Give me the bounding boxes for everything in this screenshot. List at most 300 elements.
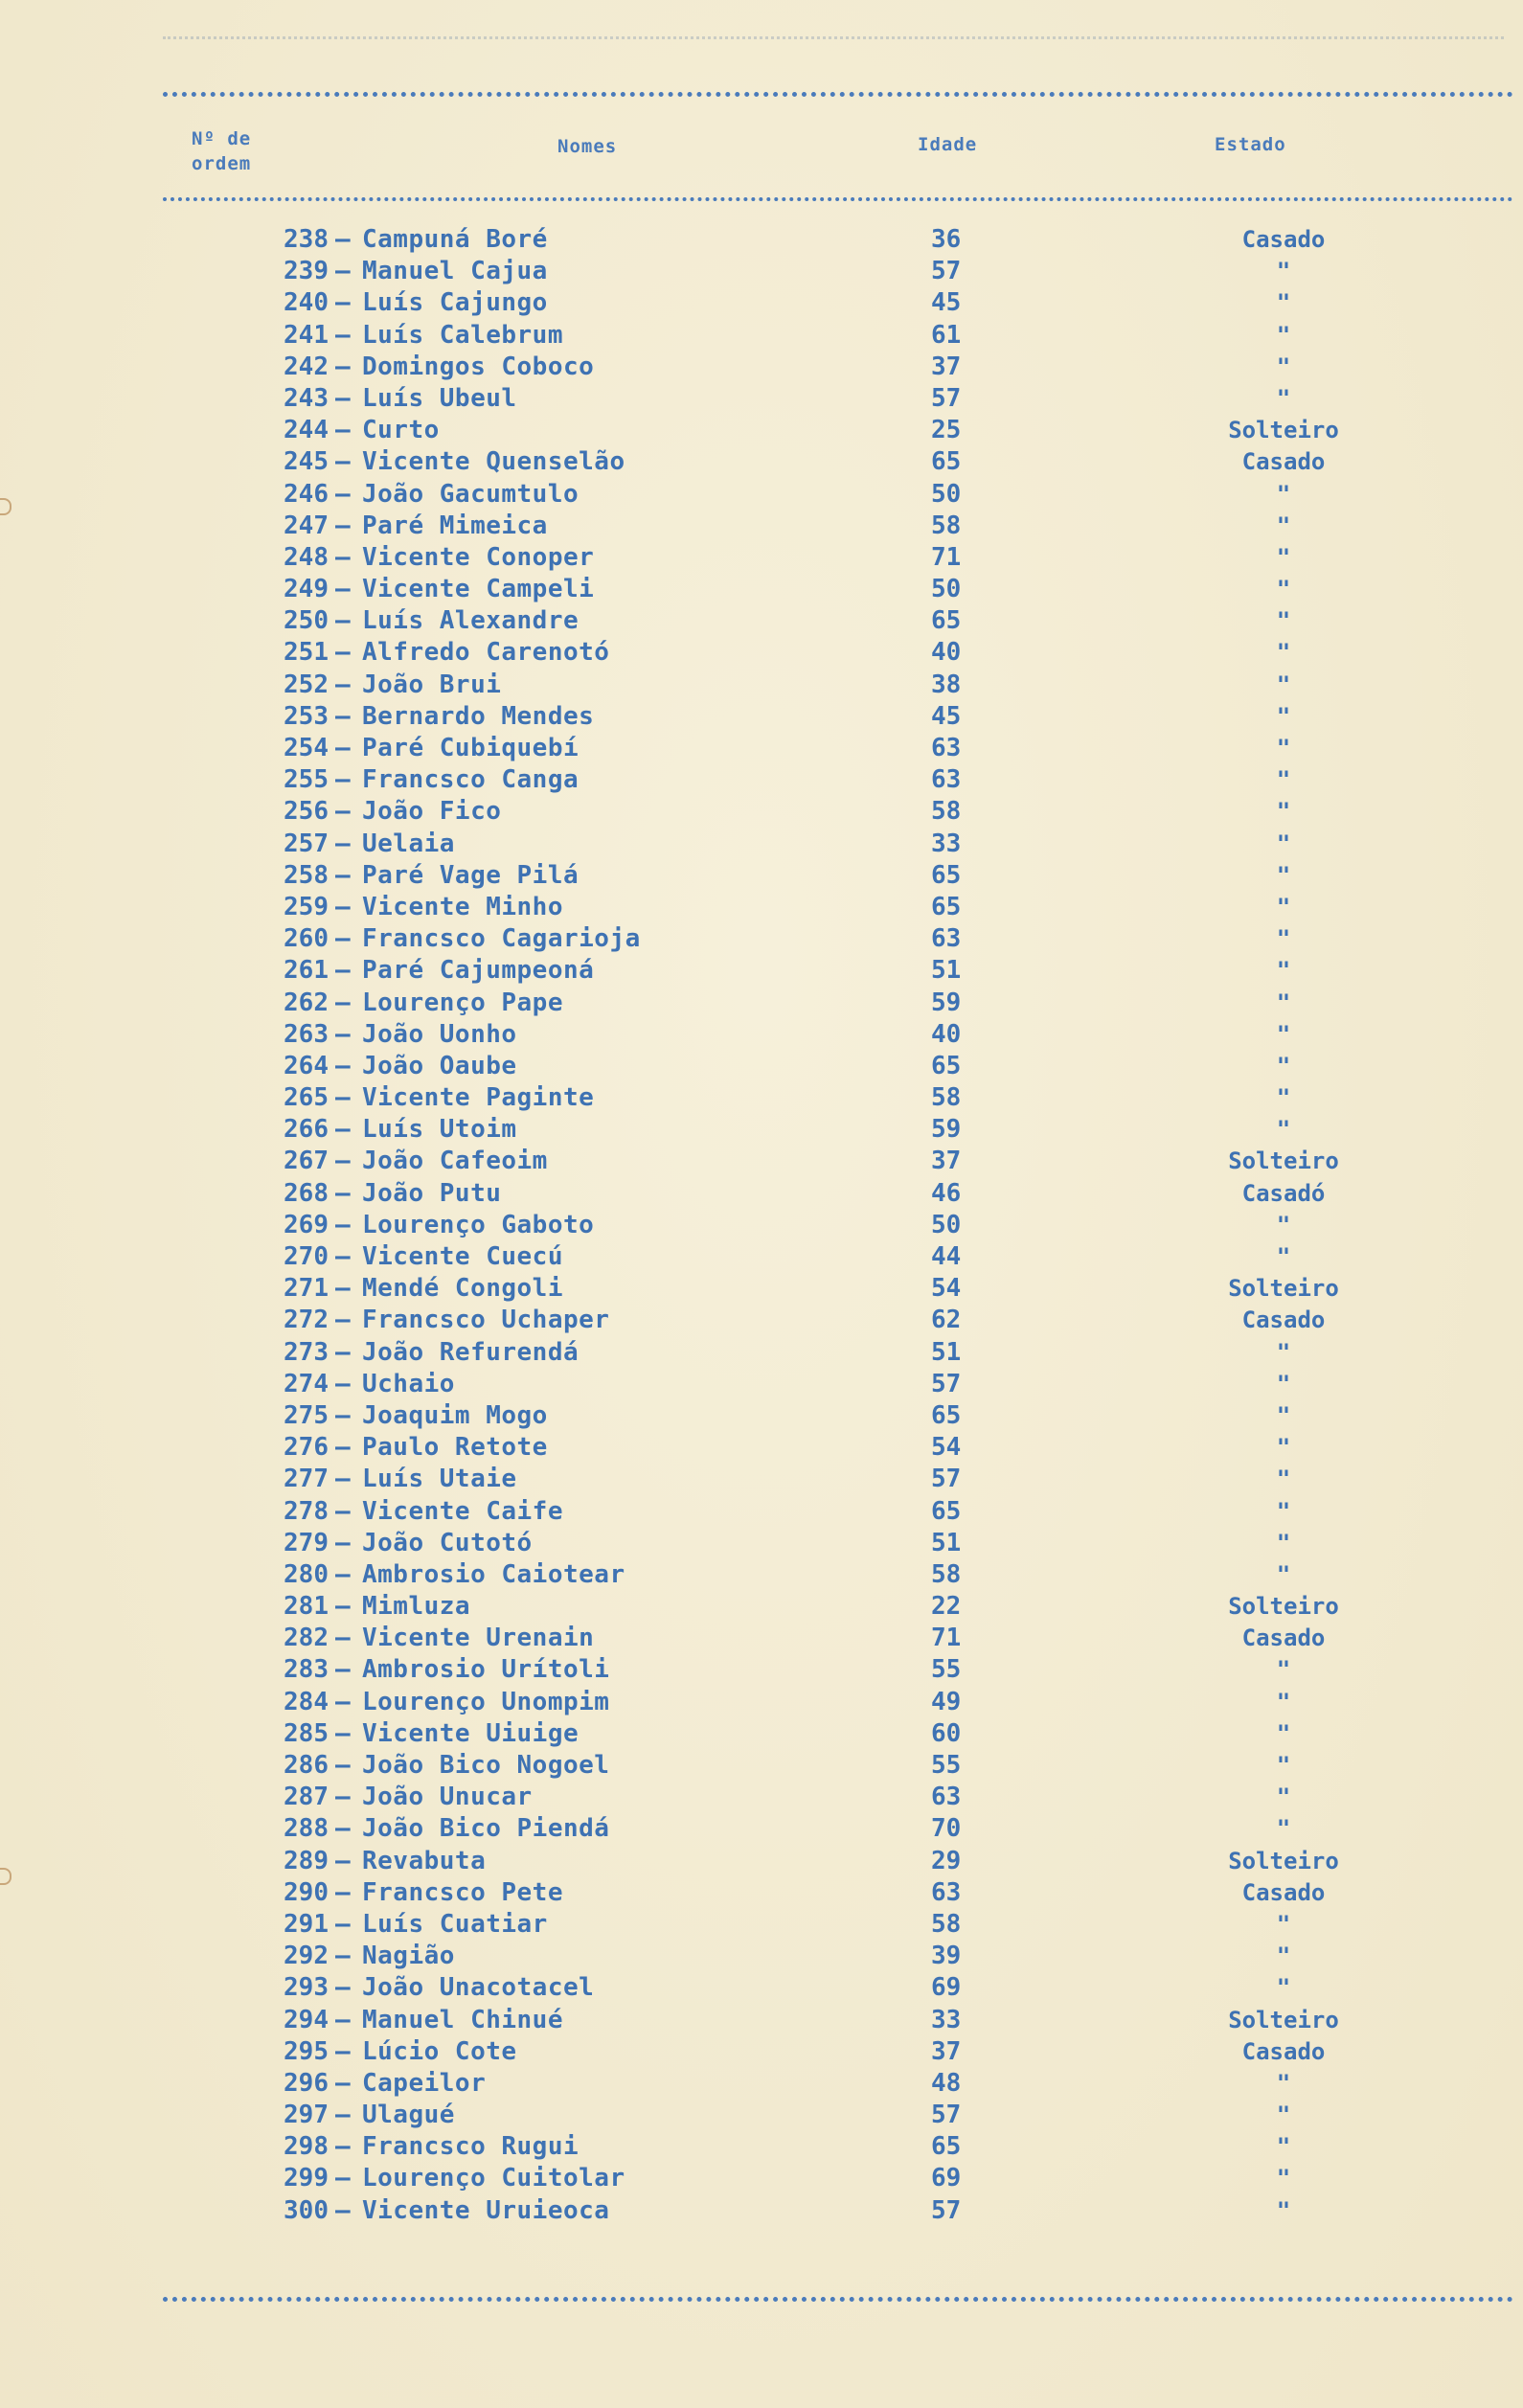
row-number: 271 — [284, 1274, 329, 1304]
row-state: " — [1276, 1910, 1291, 1938]
row-state: " — [1276, 1752, 1291, 1779]
row-dash: – — [335, 1592, 351, 1622]
table-row — [0, 2131, 1523, 2163]
row-age: 58 — [931, 797, 962, 827]
row-name: João Unacotacel — [362, 1973, 595, 2003]
row-number: 294 — [284, 2005, 329, 2034]
row-dash: – — [335, 1147, 351, 1176]
table-row — [0, 574, 1523, 605]
row-dash: – — [335, 2164, 351, 2193]
row-age: 63 — [931, 1783, 962, 1812]
row-dash: – — [335, 734, 351, 762]
row-age: 54 — [931, 1433, 962, 1463]
table-row — [0, 1082, 1523, 1114]
row-age: 51 — [931, 956, 962, 986]
row-dash: – — [335, 860, 351, 890]
row-name: João Oaube — [362, 1051, 517, 1080]
table-row — [0, 2195, 1523, 2227]
row-name: Mimluza — [362, 1592, 471, 1622]
table-row — [0, 1941, 1523, 1972]
row-name: Joaquim Mogo — [362, 1400, 548, 1430]
table-row — [0, 352, 1523, 383]
row-name: João Gacumtulo — [362, 479, 580, 509]
row-age: 57 — [931, 1369, 962, 1398]
table-row — [0, 1623, 1523, 1654]
row-name: Paré Vage Pilá — [362, 860, 580, 890]
row-age: 61 — [931, 320, 962, 350]
row-name: Vicente Campeli — [362, 575, 595, 604]
header-ordem-line2: ordem — [192, 153, 252, 174]
row-age: 65 — [931, 1496, 962, 1526]
row-age: 48 — [931, 2068, 962, 2098]
header-top-rule — [163, 92, 1513, 97]
row-state: " — [1276, 1243, 1291, 1270]
row-name: Uchaio — [362, 1369, 455, 1398]
row-state: " — [1276, 988, 1291, 1016]
row-dash: – — [335, 1528, 351, 1557]
row-dash: – — [335, 1400, 351, 1430]
row-age: 49 — [931, 1687, 962, 1716]
row-state: Solteiro — [1228, 1593, 1339, 1621]
row-age: 55 — [931, 1751, 962, 1780]
row-state: Solteiro — [1228, 1847, 1339, 1874]
table-row — [0, 446, 1523, 478]
row-number: 291 — [284, 1909, 329, 1939]
row-name: Lourenço Unompim — [362, 1687, 610, 1716]
row-age: 63 — [931, 1877, 962, 1907]
row-age: 55 — [931, 1655, 962, 1685]
header-bottom-rule — [163, 197, 1513, 201]
table-row — [0, 701, 1523, 733]
row-state: Casado — [1241, 226, 1326, 253]
table-row — [0, 511, 1523, 542]
row-name: Francsco Cagarioja — [362, 924, 641, 954]
row-state: " — [1276, 352, 1291, 380]
row-dash: – — [335, 575, 351, 604]
table-row — [0, 542, 1523, 574]
row-number: 287 — [284, 1783, 329, 1812]
row-state: " — [1276, 1815, 1291, 1843]
row-age: 58 — [931, 1559, 962, 1589]
row-state: " — [1276, 1974, 1291, 2002]
row-state: " — [1276, 1560, 1291, 1588]
row-state: " — [1276, 829, 1291, 857]
row-state: Casado — [1241, 1878, 1326, 1906]
table-row — [0, 415, 1523, 446]
row-number: 265 — [284, 1083, 329, 1113]
row-dash: – — [335, 2132, 351, 2162]
row-dash: – — [335, 511, 351, 540]
table-row — [0, 1909, 1523, 1941]
row-age: 29 — [931, 1846, 962, 1875]
table-row — [0, 1210, 1523, 1241]
row-dash: – — [335, 892, 351, 921]
row-name: Revabuta — [362, 1846, 487, 1875]
row-state: " — [1276, 1020, 1291, 1048]
row-number: 238 — [284, 225, 329, 254]
row-dash: – — [335, 447, 351, 477]
table-row — [0, 1305, 1523, 1336]
row-name: Ambrosio Caiotear — [362, 1559, 625, 1589]
row-state: " — [1276, 861, 1291, 889]
row-name: Domingos Coboco — [362, 352, 595, 381]
table-row — [0, 1559, 1523, 1591]
row-age: 57 — [931, 257, 962, 286]
row-age: 63 — [931, 734, 962, 762]
table-row — [0, 383, 1523, 415]
row-dash: – — [335, 352, 351, 381]
row-state: " — [1276, 2196, 1291, 2224]
table-row — [0, 479, 1523, 511]
row-state: " — [1276, 957, 1291, 985]
row-number: 252 — [284, 670, 329, 699]
row-number: 248 — [284, 542, 329, 572]
row-number: 251 — [284, 638, 329, 668]
row-age: 57 — [931, 2195, 962, 2225]
row-state: " — [1276, 2101, 1291, 2129]
row-age: 60 — [931, 1718, 962, 1748]
row-number: 270 — [284, 1242, 329, 1271]
row-state: Casado — [1241, 448, 1326, 476]
row-name: Lourenço Cuitolar — [362, 2164, 625, 2193]
table-row — [0, 796, 1523, 828]
row-name: Lourenço Gaboto — [362, 1210, 595, 1239]
row-name: Vicente Paginte — [362, 1083, 595, 1113]
row-name: Paré Mimeica — [362, 511, 548, 540]
row-number: 249 — [284, 575, 329, 604]
row-dash: – — [335, 1306, 351, 1335]
row-number: 293 — [284, 1973, 329, 2003]
row-name: Francsco Canga — [362, 765, 580, 795]
row-number: 274 — [284, 1369, 329, 1398]
row-state: " — [1276, 670, 1291, 698]
row-dash: – — [335, 829, 351, 858]
table-row — [0, 1813, 1523, 1845]
table-row — [0, 256, 1523, 287]
row-state: " — [1276, 766, 1291, 794]
row-number: 241 — [284, 320, 329, 350]
row-state: Solteiro — [1228, 417, 1339, 444]
row-state: " — [1276, 1084, 1291, 1112]
row-age: 65 — [931, 860, 962, 890]
row-number: 299 — [284, 2164, 329, 2193]
row-name: Luís Alexandre — [362, 606, 580, 636]
row-name: João Cafeoim — [362, 1147, 548, 1176]
row-age: 25 — [931, 416, 962, 445]
table-row — [0, 923, 1523, 955]
row-dash: – — [335, 797, 351, 827]
row-state: " — [1276, 1942, 1291, 1970]
row-name: Francsco Uchaper — [362, 1306, 610, 1335]
row-number: 273 — [284, 1337, 329, 1367]
row-number: 290 — [284, 1877, 329, 1907]
row-state: Casado — [1241, 2037, 1326, 2065]
row-state: " — [1276, 1401, 1291, 1429]
row-age: 63 — [931, 924, 962, 954]
row-state: Casado — [1241, 1624, 1326, 1652]
table-row — [0, 287, 1523, 319]
row-age: 54 — [931, 1274, 962, 1304]
row-name: Luís Utoim — [362, 1115, 517, 1145]
table-row — [0, 224, 1523, 256]
row-age: 65 — [931, 606, 962, 636]
row-number: 298 — [284, 2132, 329, 2162]
table-row — [0, 2036, 1523, 2068]
row-number: 250 — [284, 606, 329, 636]
row-dash: – — [335, 1942, 351, 1971]
row-dash: – — [335, 1783, 351, 1812]
row-dash: – — [335, 1178, 351, 1208]
row-age: 50 — [931, 1210, 962, 1239]
table-row — [0, 1241, 1523, 1273]
table-row — [0, 1718, 1523, 1750]
row-number: 259 — [284, 892, 329, 921]
table-row — [0, 1178, 1523, 1210]
row-number: 253 — [284, 701, 329, 731]
row-age: 38 — [931, 670, 962, 699]
row-name: João Uonho — [362, 1019, 517, 1049]
row-age: 39 — [931, 1942, 962, 1971]
row-dash: – — [335, 1465, 351, 1494]
row-age: 58 — [931, 511, 962, 540]
row-number: 263 — [284, 1019, 329, 1049]
row-name: Uelaia — [362, 829, 455, 858]
row-dash: – — [335, 670, 351, 699]
row-number: 261 — [284, 956, 329, 986]
table-row — [0, 1654, 1523, 1686]
row-number: 264 — [284, 1051, 329, 1080]
row-number: 256 — [284, 797, 329, 827]
row-dash: – — [335, 1751, 351, 1780]
row-state: " — [1276, 607, 1291, 635]
row-dash: – — [335, 1846, 351, 1875]
row-dash: – — [335, 2005, 351, 2034]
row-dash: – — [335, 606, 351, 636]
row-number: 246 — [284, 479, 329, 509]
row-number: 239 — [284, 257, 329, 286]
row-number: 242 — [284, 352, 329, 381]
row-state: " — [1276, 289, 1291, 317]
row-state: " — [1276, 1211, 1291, 1238]
row-name: Vicente Urenain — [362, 1624, 595, 1653]
row-state: " — [1276, 1052, 1291, 1079]
table-row — [0, 733, 1523, 764]
row-number: 279 — [284, 1528, 329, 1557]
table-row — [0, 1750, 1523, 1782]
row-dash: – — [335, 257, 351, 286]
row-dash: – — [335, 320, 351, 350]
row-number: 247 — [284, 511, 329, 540]
table-row — [0, 1114, 1523, 1146]
table-row — [0, 1432, 1523, 1464]
row-dash: – — [335, 225, 351, 254]
row-name: Paré Cajumpeoná — [362, 956, 595, 986]
row-state: " — [1276, 798, 1291, 826]
row-state: " — [1276, 480, 1291, 508]
row-number: 262 — [284, 988, 329, 1017]
table-row — [0, 1687, 1523, 1718]
table-row — [0, 988, 1523, 1019]
row-name: Ambrosio Urítoli — [362, 1655, 610, 1685]
row-name: João Putu — [362, 1178, 502, 1208]
row-state: " — [1276, 1497, 1291, 1525]
row-age: 33 — [931, 829, 962, 858]
header-nomes: Nomes — [557, 136, 618, 157]
row-dash: – — [335, 288, 351, 318]
row-dash: – — [335, 1433, 351, 1463]
row-number: 296 — [284, 2068, 329, 2098]
row-age: 71 — [931, 542, 962, 572]
row-number: 245 — [284, 447, 329, 477]
row-number: 286 — [284, 1751, 329, 1780]
row-name: Vicente Cuecú — [362, 1242, 563, 1271]
table-row — [0, 1972, 1523, 2004]
header-ordem-line1: Nº de — [192, 128, 252, 149]
row-state: Casadó — [1241, 1179, 1326, 1207]
header-estado: Estado — [1215, 134, 1286, 155]
row-name: Bernardo Mendes — [362, 701, 595, 731]
header-ordem — [192, 126, 251, 176]
row-name: Luís Calebrum — [362, 320, 563, 350]
table-row — [0, 1051, 1523, 1082]
row-state: " — [1276, 1688, 1291, 1715]
table-row — [0, 1496, 1523, 1528]
row-state: Solteiro — [1228, 2006, 1339, 2033]
row-age: 37 — [931, 1147, 962, 1176]
row-age: 59 — [931, 988, 962, 1017]
row-age: 65 — [931, 1400, 962, 1430]
row-name: Vicente Conoper — [362, 542, 595, 572]
row-state: " — [1276, 2133, 1291, 2161]
row-number: 300 — [284, 2195, 329, 2225]
table-row — [0, 1782, 1523, 1813]
table-row — [0, 860, 1523, 892]
row-state: Casado — [1241, 1306, 1326, 1334]
row-number: 281 — [284, 1592, 329, 1622]
row-dash: – — [335, 988, 351, 1017]
row-dash: – — [335, 2068, 351, 2098]
row-state: " — [1276, 321, 1291, 349]
row-name: Luís Utaie — [362, 1465, 517, 1494]
row-age: 50 — [931, 575, 962, 604]
table-row — [0, 2068, 1523, 2100]
row-age: 57 — [931, 383, 962, 413]
row-state: " — [1276, 384, 1291, 412]
row-name: Francsco Rugui — [362, 2132, 580, 2162]
row-dash: – — [335, 1210, 351, 1239]
row-state: " — [1276, 1719, 1291, 1747]
row-name: Ulagué — [362, 2101, 455, 2130]
row-state: " — [1276, 925, 1291, 953]
row-name: João Refurendá — [362, 1337, 580, 1367]
table-row — [0, 1591, 1523, 1623]
row-dash: – — [335, 1115, 351, 1145]
row-number: 267 — [284, 1147, 329, 1176]
row-dash: – — [335, 1687, 351, 1716]
row-name: Luís Cajungo — [362, 288, 548, 318]
row-name: Lourenço Pape — [362, 988, 563, 1017]
row-age: 58 — [931, 1083, 962, 1113]
row-number: 268 — [284, 1178, 329, 1208]
table-row — [0, 1337, 1523, 1369]
row-dash: – — [335, 1337, 351, 1367]
row-name: Paré Cubiquebí — [362, 734, 580, 762]
row-name: João Cutotó — [362, 1528, 533, 1557]
row-dash: – — [335, 2101, 351, 2130]
table-row — [0, 829, 1523, 860]
table-row — [0, 1400, 1523, 1432]
row-age: 45 — [931, 288, 962, 318]
row-name: Campuná Boré — [362, 225, 548, 254]
table-row — [0, 892, 1523, 923]
row-age: 33 — [931, 2005, 962, 2034]
row-name: Capeilor — [362, 2068, 487, 2098]
register-table — [0, 224, 1523, 2227]
row-number: 297 — [284, 2101, 329, 2130]
row-dash: – — [335, 1369, 351, 1398]
row-state: " — [1276, 639, 1291, 667]
row-age: 65 — [931, 1051, 962, 1080]
table-row — [0, 2163, 1523, 2194]
row-age: 45 — [931, 701, 962, 731]
table-row — [0, 764, 1523, 796]
row-dash: – — [335, 701, 351, 731]
row-dash: – — [335, 479, 351, 509]
row-number: 280 — [284, 1559, 329, 1589]
row-number: 285 — [284, 1718, 329, 1748]
row-number: 258 — [284, 860, 329, 890]
faint-top-rule — [163, 36, 1504, 53]
row-number: 282 — [284, 1624, 329, 1653]
row-name: João Unucar — [362, 1783, 533, 1812]
row-dash: – — [335, 1877, 351, 1907]
row-age: 37 — [931, 2036, 962, 2066]
row-dash: – — [335, 1274, 351, 1304]
row-number: 295 — [284, 2036, 329, 2066]
row-dash: – — [335, 1051, 351, 1080]
row-number: 244 — [284, 416, 329, 445]
row-name: Manuel Chinué — [362, 2005, 563, 2034]
row-name: Vicente Uiuige — [362, 1718, 580, 1748]
row-age: 44 — [931, 1242, 962, 1271]
row-number: 260 — [284, 924, 329, 954]
row-name: Luís Ubeul — [362, 383, 517, 413]
table-bottom-rule — [163, 2297, 1513, 2302]
row-number: 243 — [284, 383, 329, 413]
row-dash: – — [335, 1973, 351, 2003]
table-row — [0, 1019, 1523, 1051]
row-name: Francsco Pete — [362, 1877, 563, 1907]
row-state: " — [1276, 735, 1291, 761]
row-age: 51 — [931, 1337, 962, 1367]
row-dash: – — [335, 2036, 351, 2066]
row-name: Nagião — [362, 1942, 455, 1971]
row-age: 65 — [931, 892, 962, 921]
table-row — [0, 1146, 1523, 1177]
row-number: 277 — [284, 1465, 329, 1494]
row-dash: – — [335, 542, 351, 572]
row-age: 69 — [931, 1973, 962, 2003]
row-state: " — [1276, 2165, 1291, 2192]
row-number: 266 — [284, 1115, 329, 1145]
row-dash: – — [335, 1718, 351, 1748]
row-state: Solteiro — [1228, 1275, 1339, 1303]
row-state: " — [1276, 1370, 1291, 1397]
row-number: 289 — [284, 1846, 329, 1875]
row-state: Solteiro — [1228, 1147, 1339, 1175]
row-age: 71 — [931, 1624, 962, 1653]
row-dash: – — [335, 1655, 351, 1685]
